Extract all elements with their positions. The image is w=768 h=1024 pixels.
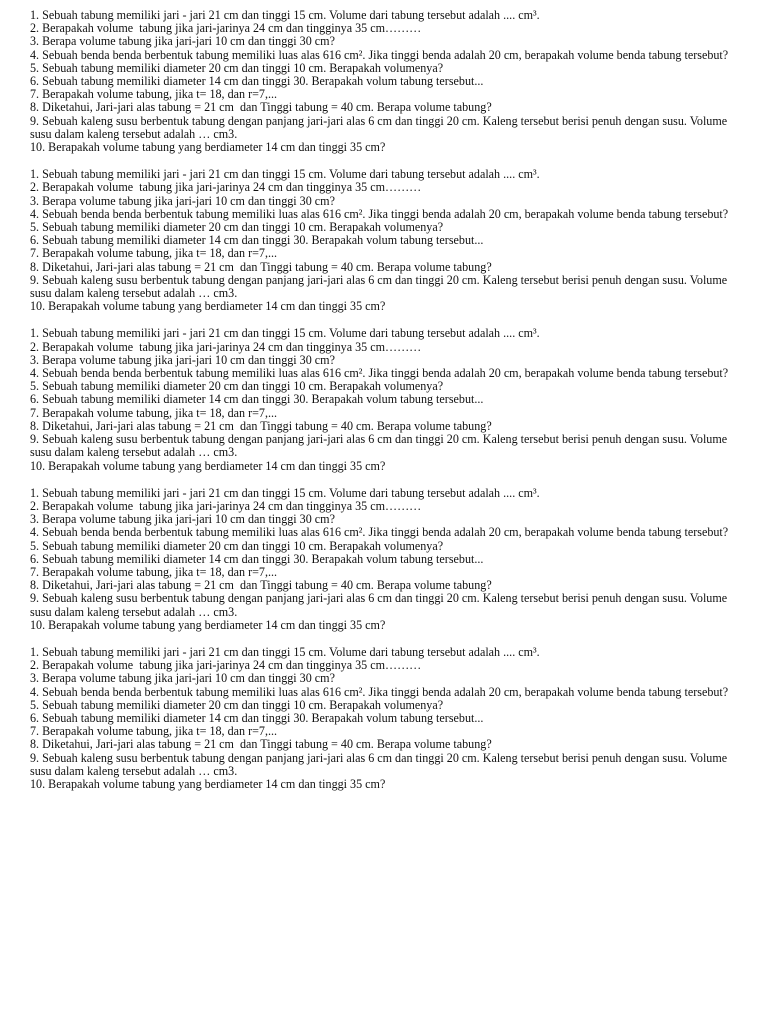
question-10: 10. Berapakah volume tabung yang berdiameter 14 cm dan tinggi 35 cm? [30,617,386,632]
question-1: 1. Sebuah tabung memiliki jari - jari 21 cm dan tinggi 15 cm. Volume dari tabung tersebut adalah .... cm³. [30,326,540,341]
question-8: 8. Diketahui, Jari-jari alas tabung = 21 cm dan Tinggi tabung = 40 cm. Berapa volume tabung? [30,100,492,115]
question-8: 8. Diketahui, Jari-jari alas tabung = 21 cm dan Tinggi tabung = 40 cm. Berapa volume tabung? [30,259,492,274]
question-7: 7. Berapakah volume tabung, jika t= 18, dan r=7,... [30,246,278,261]
question-7: 7. Berapakah volume tabung, jika t= 18, dan r=7,... [30,724,278,739]
question-10: 10. Berapakah volume tabung yang berdiameter 14 cm dan tinggi 35 cm? [30,458,386,473]
question-5: 5. Sebuah tabung memiliki diameter 20 cm dan tinggi 10 cm. Berapakah volumenya? [30,60,444,75]
question-4: 4. Sebuah benda benda berbentuk tabung memiliki luas alas 616 cm². Jika tinggi benda adalah 20 cm, berapakah volume benda tabung tersebut? [30,525,729,540]
question-2: 2. Berapakah volume tabung jika jari-jarinya 24 cm dan tingginya 35 cm……… [30,21,422,36]
question-10: 10. Berapakah volume tabung yang berdiameter 14 cm dan tinggi 35 cm? [30,140,386,155]
question-2: 2. Berapakah volume tabung jika jari-jarinya 24 cm dan tingginya 35 cm……… [30,498,422,513]
question-3: 3. Berapa volume tabung jika jari-jari 10 cm dan tinggi 30 cm? [30,352,335,367]
question-8: 8. Diketahui, Jari-jari alas tabung = 21 cm dan Tinggi tabung = 40 cm. Berapa volume tabung? [30,578,492,593]
question-4: 4. Sebuah benda benda berbentuk tabung memiliki luas alas 616 cm². Jika tinggi benda adalah 20 cm, berapakah volume benda tabung tersebut? [30,47,729,62]
question-block-4 [30,487,740,632]
question-8: 8. Diketahui, Jari-jari alas tabung = 21 cm dan Tinggi tabung = 40 cm. Berapa volume tabung? [30,737,492,752]
question-9: 9. Sebuah kaleng susu berbentuk tabung dengan panjang jari-jari alas 6 cm dan tinggi 20 cm. Kaleng tersebut berisi penuh dengan susu. Volume susu dalam kaleng tersebut adalah … cm3. [30,113,731,141]
question-block-5 [30,646,740,791]
question-5: 5. Sebuah tabung memiliki diameter 20 cm dan tinggi 10 cm. Berapakah volumenya? [30,538,444,553]
question-2: 2. Berapakah volume tabung jika jari-jarinya 24 cm dan tingginya 35 cm……… [30,180,422,195]
question-6: 6. Sebuah tabung memiliki diameter 14 cm dan tinggi 30. Berapakah volum tabung tersebut... [30,551,484,566]
question-1: 1. Sebuah tabung memiliki jari - jari 21 cm dan tinggi 15 cm. Volume dari tabung tersebut adalah .... cm³. [30,8,540,22]
question-9: 9. Sebuah kaleng susu berbentuk tabung dengan panjang jari-jari alas 6 cm dan tinggi 20 cm. Kaleng tersebut berisi penuh dengan susu. Volume susu dalam kaleng tersebut adalah … cm3. [30,432,731,460]
question-4: 4. Sebuah benda benda berbentuk tabung memiliki luas alas 616 cm². Jika tinggi benda adalah 20 cm, berapakah volume benda tabung tersebut? [30,366,729,381]
question-3: 3. Berapa volume tabung jika jari-jari 10 cm dan tinggi 30 cm? [30,512,335,527]
question-1: 1. Sebuah tabung memiliki jari - jari 21 cm dan tinggi 15 cm. Volume dari tabung tersebut adalah .... cm³. [30,485,540,500]
question-3: 3. Berapa volume tabung jika jari-jari 10 cm dan tinggi 30 cm? [30,193,335,208]
question-3: 3. Berapa volume tabung jika jari-jari 10 cm dan tinggi 30 cm? [30,34,335,49]
question-10: 10. Berapakah volume tabung yang berdiameter 14 cm dan tinggi 35 cm? [30,299,386,314]
question-block-1 [30,9,740,154]
question-10: 10. Berapakah volume tabung yang berdiameter 14 cm dan tinggi 35 cm? [30,776,386,791]
question-9: 9. Sebuah kaleng susu berbentuk tabung dengan panjang jari-jari alas 6 cm dan tinggi 20 cm. Kaleng tersebut berisi penuh dengan susu. Volume susu dalam kaleng tersebut adalah … cm3. [30,272,731,301]
question-2: 2. Berapakah volume tabung jika jari-jarinya 24 cm dan tingginya 35 cm……… [30,658,422,673]
question-6: 6. Sebuah tabung memiliki diameter 14 cm dan tinggi 30. Berapakah volum tabung tersebut... [30,233,484,248]
question-4: 4. Sebuah benda benda berbentuk tabung memiliki luas alas 616 cm². Jika tinggi benda adalah 20 cm, berapakah volume benda tabung tersebut? [30,206,729,221]
question-9: 9. Sebuah kaleng susu berbentuk tabung dengan panjang jari-jari alas 6 cm dan tinggi 20 cm. Kaleng tersebut berisi penuh dengan susu. Volume susu dalam kaleng tersebut adalah … cm3. [30,591,731,619]
question-6: 6. Sebuah tabung memiliki diameter 14 cm dan tinggi 30. Berapakah volum tabung tersebut... [30,74,484,89]
question-6: 6. Sebuah tabung memiliki diameter 14 cm dan tinggi 30. Berapakah volum tabung tersebut... [30,392,484,407]
question-6: 6. Sebuah tabung memiliki diameter 14 cm dan tinggi 30. Berapakah volum tabung tersebut... [30,710,484,725]
question-7: 7. Berapakah volume tabung, jika t= 18, dan r=7,... [30,405,278,420]
worksheet-document [30,9,740,791]
question-5: 5. Sebuah tabung memiliki diameter 20 cm dan tinggi 10 cm. Berapakah volumenya? [30,220,444,235]
question-8: 8. Diketahui, Jari-jari alas tabung = 21 cm dan Tinggi tabung = 40 cm. Berapa volume tabung? [30,418,492,433]
question-block-2 [30,168,740,313]
question-7: 7. Berapakah volume tabung, jika t= 18, dan r=7,... [30,87,278,102]
question-7: 7. Berapakah volume tabung, jika t= 18, dan r=7,... [30,564,278,579]
question-5: 5. Sebuah tabung memiliki diameter 20 cm dan tinggi 10 cm. Berapakah volumenya? [30,379,444,394]
question-4: 4. Sebuah benda benda berbentuk tabung memiliki luas alas 616 cm². Jika tinggi benda adalah 20 cm, berapakah volume benda tabung tersebut? [30,684,729,699]
question-block-3 [30,327,740,472]
question-1: 1. Sebuah tabung memiliki jari - jari 21 cm dan tinggi 15 cm. Volume dari tabung tersebut adalah .... cm³. [30,644,540,659]
question-3: 3. Berapa volume tabung jika jari-jari 10 cm dan tinggi 30 cm? [30,671,335,686]
question-1: 1. Sebuah tabung memiliki jari - jari 21 cm dan tinggi 15 cm. Volume dari tabung tersebut adalah .... cm³. [30,167,540,182]
question-9: 9. Sebuah kaleng susu berbentuk tabung dengan panjang jari-jari alas 6 cm dan tinggi 20 cm. Kaleng tersebut berisi penuh dengan susu. Volume susu dalam kaleng tersebut adalah … cm3. [30,750,731,778]
question-2: 2. Berapakah volume tabung jika jari-jarinya 24 cm dan tingginya 35 cm……… [30,339,422,354]
question-5: 5. Sebuah tabung memiliki diameter 20 cm dan tinggi 10 cm. Berapakah volumenya? [30,697,444,712]
